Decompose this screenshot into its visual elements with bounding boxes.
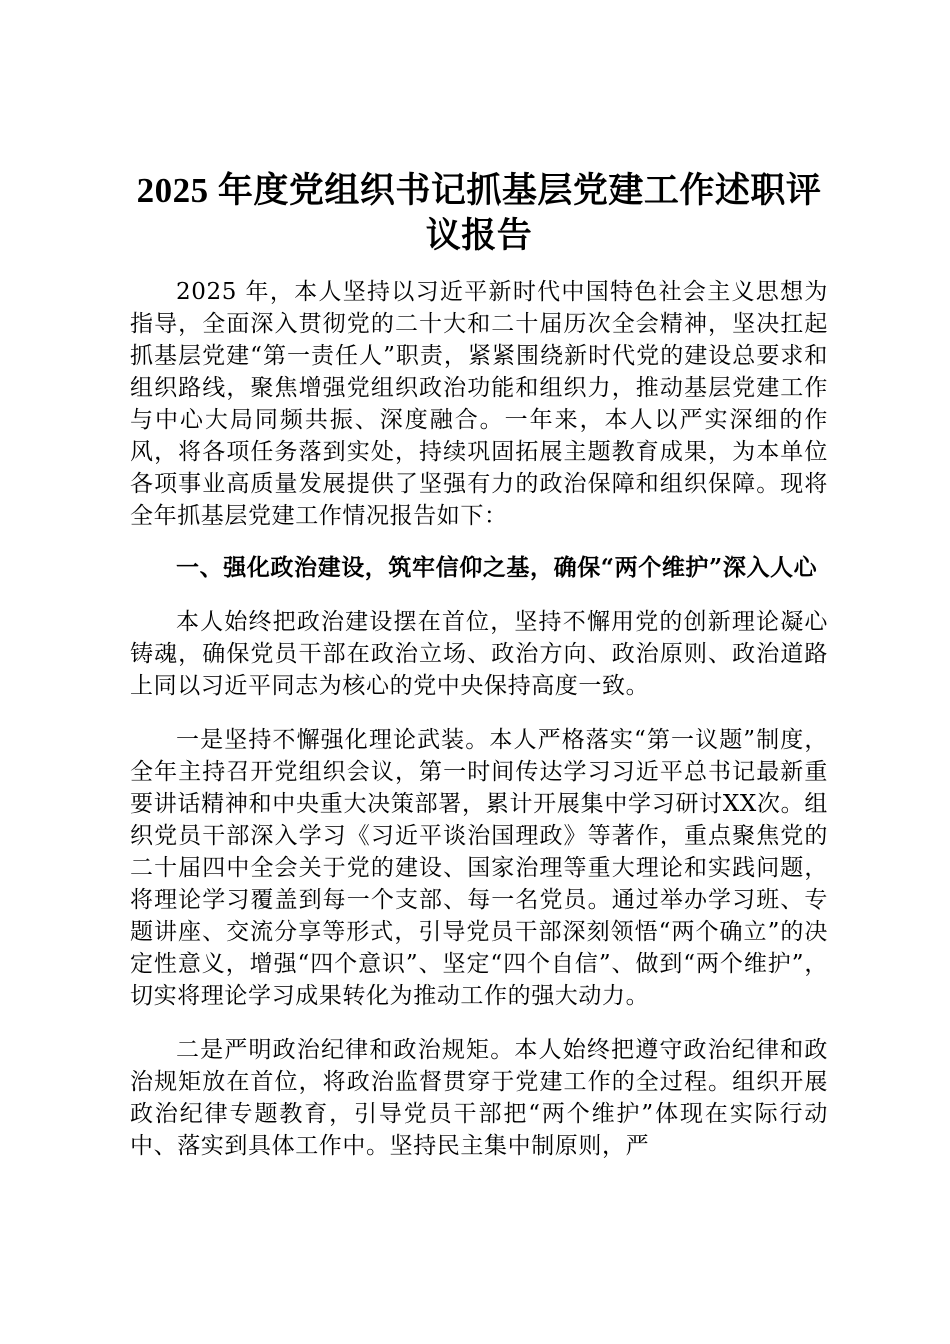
- section-heading-1: 一、强化政治建设，筑牢信仰之基，确保“两个维护”深入人心: [176, 554, 818, 581]
- title-line-1: 2025 年度党组织书记抓基层党建工作述职评: [136, 171, 822, 210]
- intro-paragraph: 2025 年，本人坚持以习近平新时代中国特色社会主义思想为指导，全面深入贯彻党的二十大和二十届历次全会精神，坚决扛起抓基层党建“第一责任人”职责，紧紧围绕新时代党的建设总要求和组织路线，聚焦增强党组织政治功能和组织力，推动基层党建工作与中心大局同频共振、深度融合。一年来，本人以严实深细的作风，将各项任务落到实处，持续巩固拓展主题教育成果，为本单位各项事业高质量发展提供了坚强有力的政治保障和组织保障。现将全年抓基层党建工作情况报告如下：: [130, 279, 828, 529]
- section-1-paragraph-3: 二是严明政治纪律和政治规矩。本人始终把遵守政治纪律和政治规矩放在首位，将政治监督贯穿于党建工作的全过程。组织开展政治纪律专题教育，引导党员干部把“两个维护”体现在实际行动中、落实到具体工作中。坚持民主集中制原则，严: [130, 1037, 828, 1159]
- section-1-paragraph-1: 本人始终把政治建设摆在首位，坚持不懈用党的创新理论凝心铸魂，确保党员干部在政治立场、政治方向、政治原则、政治道路上同以习近平同志为核心的党中央保持高度一致。: [130, 609, 828, 699]
- section-1-paragraph-2: 一是坚持不懈强化理论武装。本人严格落实“第一议题”制度，全年主持召开党组织会议，第一时间传达学习习近平总书记最新重要讲话精神和中央重大决策部署，累计开展集中学习研讨XX次。组织党员干部深入学习《习近平谈治国理政》等著作，重点聚焦党的二十届四中全会关于党的建设、国家治理等重大理论和实践问题，将理论学习覆盖到每一个支部、每一名党员。通过举办学习班、专题讲座、交流分享等形式，引导党员干部深刻领悟“两个确立”的决定性意义，增强“四个意识”、坚定“四个自信”、做到“两个维护”，切实将理论学习成果转化为推动工作的强大动力。: [130, 727, 828, 1009]
- document-body: [130, 168, 828, 1162]
- title-line-2: 议报告: [425, 216, 533, 255]
- document-title: [130, 168, 828, 258]
